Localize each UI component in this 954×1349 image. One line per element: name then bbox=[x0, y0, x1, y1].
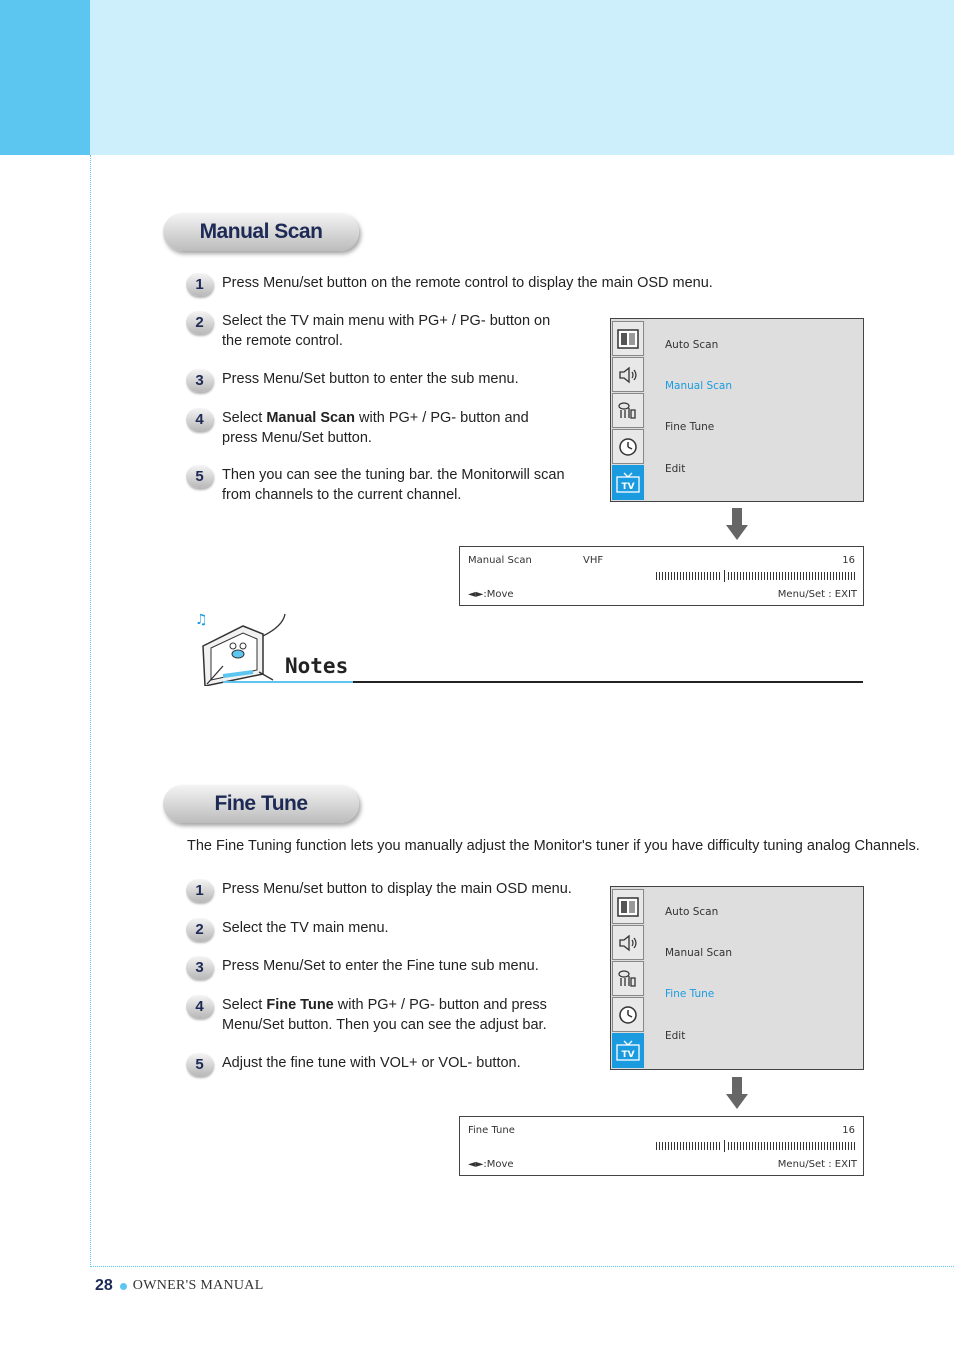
manual-scan-title: Manual Scan bbox=[199, 220, 323, 243]
osd-item-auto-scan[interactable]: Auto Scan bbox=[665, 339, 719, 351]
step-number: 1 bbox=[186, 879, 213, 902]
tuning-scale bbox=[656, 572, 856, 580]
osd-item-edit[interactable]: Edit bbox=[665, 463, 686, 475]
down-arrow-icon bbox=[726, 508, 748, 540]
setup-icon bbox=[612, 961, 644, 996]
bar-channel-value: 16 bbox=[842, 555, 855, 566]
manual-scan-osd-menu bbox=[610, 318, 864, 502]
picture-icon bbox=[612, 889, 644, 924]
manual-scan-step-3 bbox=[186, 369, 567, 392]
setup-icon bbox=[612, 393, 644, 428]
fine-tune-step-4 bbox=[186, 995, 567, 1035]
manual-scan-step-2 bbox=[186, 311, 567, 351]
page-number: 28 bbox=[95, 1277, 113, 1294]
tuning-marker bbox=[724, 570, 725, 582]
bar-title: Manual Scan bbox=[468, 555, 532, 566]
step-text: Select Manual Scan with PG+ / PG- button and press Menu/Set button. bbox=[222, 410, 529, 446]
step-text: Then you can see the tuning bar. the Monitorwill scan from channels to the current channel. bbox=[222, 467, 565, 503]
notes-rule bbox=[353, 681, 863, 683]
step-text: Select the TV main menu with PG+ / PG- button on the remote control. bbox=[222, 313, 551, 349]
bullet-icon bbox=[120, 1283, 127, 1290]
fine-tune-step-2 bbox=[186, 918, 567, 941]
step-number: 2 bbox=[186, 311, 213, 334]
step-text: Press Menu/Set to enter the Fine tune sub menu. bbox=[222, 958, 539, 974]
manual-scan-tuning-bar bbox=[459, 546, 864, 606]
manual-scan-heading bbox=[163, 213, 359, 251]
margin-rule bbox=[90, 155, 91, 1267]
osd-item-fine-tune[interactable]: Fine Tune bbox=[665, 421, 715, 433]
tv-icon bbox=[612, 465, 644, 500]
bar-move-hint: ◄►:Move bbox=[468, 589, 514, 600]
header-band bbox=[0, 0, 954, 155]
step-text: Press Menu/Set button to enter the sub menu. bbox=[222, 371, 519, 387]
bar-exit-hint: Menu/Set : EXIT bbox=[777, 589, 857, 600]
step-text: Press Menu/set button on the remote control to display the main OSD menu. bbox=[222, 275, 713, 291]
bar-exit-hint: Menu/Set : EXIT bbox=[777, 1159, 857, 1170]
step-text: Select Fine Tune with PG+ / PG- button and press Menu/Set button. Then you can see the adjust bar. bbox=[222, 997, 547, 1033]
page-footer bbox=[95, 1277, 264, 1295]
step-number: 4 bbox=[186, 995, 213, 1018]
fine-tune-heading bbox=[163, 785, 359, 823]
step-number: 4 bbox=[186, 408, 213, 431]
step-text: Select the TV main menu. bbox=[222, 920, 389, 936]
svg-text:TV: TV bbox=[621, 1049, 635, 1060]
bar-band: VHF bbox=[583, 555, 604, 566]
step-number: 2 bbox=[186, 918, 213, 941]
step-number: 5 bbox=[186, 465, 213, 488]
osd-item-edit[interactable]: Edit bbox=[665, 1030, 686, 1042]
osd-icon-column bbox=[611, 319, 646, 501]
manual-scan-step-1 bbox=[186, 273, 742, 296]
step-text: Adjust the fine tune with VOL+ or VOL- button. bbox=[222, 1055, 521, 1071]
notes-rule-accent bbox=[223, 681, 353, 683]
osd-icon-column bbox=[611, 887, 646, 1069]
manual-scan-step-4 bbox=[186, 408, 567, 448]
step-number: 3 bbox=[186, 369, 213, 392]
notes-section bbox=[193, 606, 873, 688]
step-text: Press Menu/set button to display the main OSD menu. bbox=[222, 881, 572, 897]
bar-title: Fine Tune bbox=[468, 1125, 515, 1136]
osd-item-manual-scan[interactable]: Manual Scan bbox=[665, 947, 733, 959]
bar-move-hint: ◄►:Move bbox=[468, 1159, 514, 1170]
tv-mascot-icon bbox=[193, 606, 293, 686]
step-number: 1 bbox=[186, 273, 213, 296]
bar-tune-value: 16 bbox=[842, 1125, 855, 1136]
clock-icon bbox=[612, 997, 644, 1032]
footer-rule bbox=[90, 1266, 954, 1267]
tuning-marker bbox=[724, 1140, 725, 1152]
fine-tune-adjust-bar bbox=[459, 1116, 864, 1176]
step-number: 5 bbox=[186, 1053, 213, 1076]
header-tab bbox=[0, 0, 90, 155]
tuning-scale bbox=[656, 1142, 856, 1150]
fine-tune-step-1 bbox=[186, 879, 592, 902]
picture-icon bbox=[612, 321, 644, 356]
fine-tune-intro: The Fine Tuning function lets you manually adjust the Monitor's tuner if you have difficulty tuning analog Channels. bbox=[187, 838, 920, 854]
manual-scan-step-5 bbox=[186, 465, 592, 505]
fine-tune-title: Fine Tune bbox=[214, 792, 308, 815]
clock-icon bbox=[612, 429, 644, 464]
osd-item-manual-scan[interactable]: Manual Scan bbox=[665, 380, 733, 392]
svg-text:TV: TV bbox=[621, 481, 635, 492]
osd-item-fine-tune[interactable]: Fine Tune bbox=[665, 988, 715, 1000]
step-number: 3 bbox=[186, 956, 213, 979]
sound-icon bbox=[612, 925, 644, 960]
footer-label: OWNER'S MANUAL bbox=[132, 1278, 264, 1293]
fine-tune-step-5 bbox=[186, 1053, 567, 1076]
osd-item-auto-scan[interactable]: Auto Scan bbox=[665, 906, 719, 918]
tv-icon bbox=[612, 1033, 644, 1068]
fine-tune-step-3 bbox=[186, 956, 567, 979]
svg-text:♫: ♫ bbox=[195, 612, 208, 628]
notes-label: Notes bbox=[285, 654, 349, 678]
sound-icon bbox=[612, 357, 644, 392]
down-arrow-icon bbox=[726, 1077, 748, 1109]
fine-tune-osd-menu bbox=[610, 886, 864, 1070]
